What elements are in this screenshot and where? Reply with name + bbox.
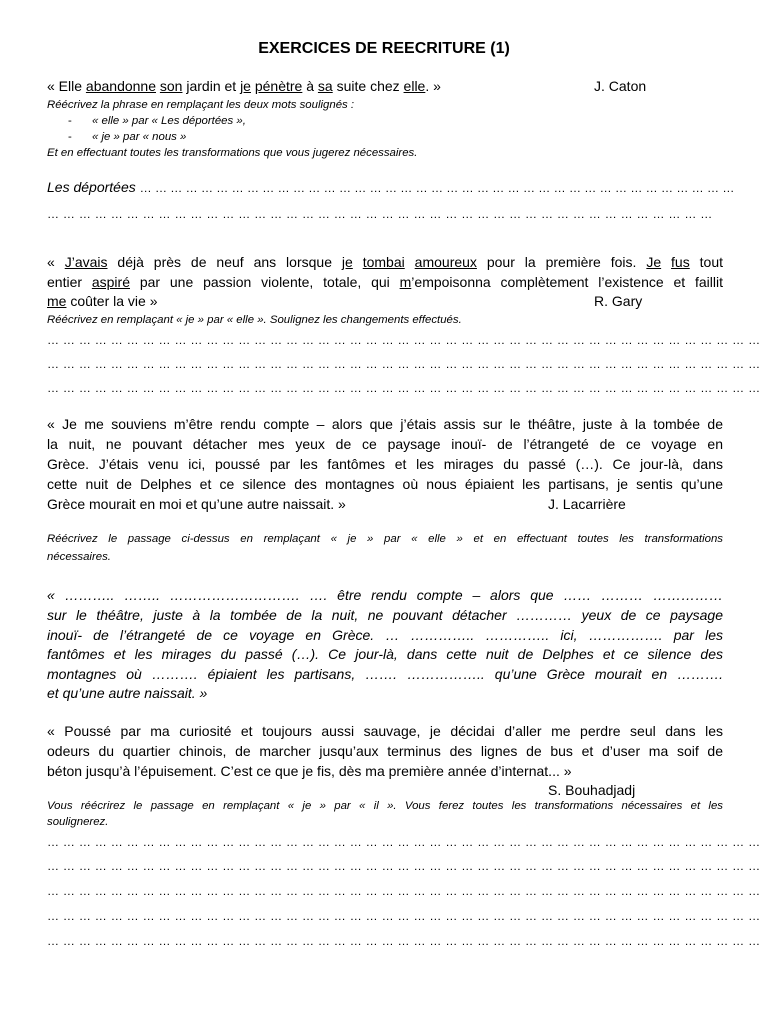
underlined-word: je [240, 78, 251, 94]
underlined-word: fus [671, 254, 690, 270]
ex4-instruction-line-2: soulignerez. [47, 816, 109, 828]
ex4-quote-line-1: « Poussé par ma curiosité et toujours aussi sauvage, je décidai d’aller me perdre seul dans les [47, 723, 723, 739]
underlined-word: amoureux [414, 254, 477, 270]
ex3-quote-line-3: Grèce. J’étais venu ici, poussé par les fantômes et les mirages du passé (…). Ce jour-là, dans [47, 456, 723, 472]
underlined-word: elle [403, 78, 426, 94]
ex4-answer-line-3: … … … … … … … … … … … … … … … … … … … … … … … … … … … … … … … … … … … … … … … … … … … … … [47, 884, 761, 898]
underlined-word: aspiré [91, 274, 130, 290]
ex1-instruction: Réécrivez la phrase en remplaçant les deux mots soulignés : [47, 99, 355, 111]
underlined-word: son [159, 78, 183, 94]
underlined-word: tombai [362, 254, 405, 270]
ex3-quote-line-5: Grèce mourait en moi et qu’une autre naissait. » [47, 496, 346, 512]
ex2-quote-line-3: me coûter la vie » [47, 293, 158, 309]
ex2-quote-line-2: entier aspiré par une passion violente, totale, qui m’empoisonna complètement l’existence et faillit [47, 274, 723, 290]
ex3-answer-line-5: montagnes où ………. épiaient les partisans, ……. …………….. qu’une Grèce mourait en ………. [47, 666, 723, 682]
ex4-answer-line-2: … … … … … … … … … … … … … … … … … … … … … … … … … … … … … … … … … … … … … … … … … … … … … [47, 859, 761, 873]
ex1-bullet-2: - « je » par « nous » [68, 131, 187, 143]
ex4-author: S. Bouhadjadj [548, 782, 636, 798]
underlined-word: J’avais [64, 254, 108, 270]
underlined-word: m [399, 274, 412, 290]
ex3-quote-line-1: « Je me souviens m’être rendu compte – alors que j’étais assis sur le théâtre, juste à la tombée de [47, 416, 723, 432]
ex2-author: R. Gary [594, 293, 643, 309]
underlined-word: Je [646, 254, 662, 270]
ex3-quote-line-4: cette nuit de Delphes et ce silence des montagnes où nous épiaient les partisans, je sentis qu’une [47, 476, 723, 492]
underlined-word: me [47, 293, 67, 309]
underlined-word: sa [317, 78, 333, 94]
ex2-answer-line-2: … … … … … … … … … … … … … … … … … … … … … … … … … … … … … … … … … … … … … … … … … … … … … [47, 357, 761, 371]
ex3-answer-line-1: « ……….. …….. ………………………. …. être rendu compte – alors que …… ……… …………… [47, 587, 723, 603]
ex1-answer-line-2: … … … … … … … … … … … … … … … … … … … … … … … … … … … … … … … … … … … … … … … … … … [47, 207, 713, 221]
ex3-answer-line-2: sur le théâtre, juste à la tombée de la nuit, ne pouvant détacher ………… yeux de ce paysage [47, 607, 723, 623]
answer-dots: … … … … … … … … … … … … … … … … … … … … … … … … … … … … … … … … … … … … … … … [139, 181, 735, 195]
ex2-answer-line-1: … … … … … … … … … … … … … … … … … … … … … … … … … … … … … … … … … … … … … … … … … … … … … [47, 333, 761, 347]
ex2-answer-line-3: … … … … … … … … … … … … … … … … … … … … … … … … … … … … … … … … … … … … … … … … … … … … … [47, 381, 761, 395]
page-title: EXERCICES DE REECRITURE (1) [258, 40, 510, 57]
ex2-instruction: Réécrivez en remplaçant « je » par « elle ». Soulignez les changements effectués. [47, 314, 462, 326]
ex3-author: J. Lacarrière [548, 496, 626, 512]
ex3-answer-line-3: inouï- de l’étrangeté de ce voyage en Grèce. … ………….. ………….. ici, ……………. par les [47, 627, 723, 643]
ex4-quote-line-2: odeurs du quartier chinois, de marcher jusqu’aux terminus des lignes de bus et d’user ma soif de [47, 743, 723, 759]
ex1-author: J. Caton [594, 78, 647, 94]
underlined-word: abandonne [85, 78, 156, 94]
ex2-quote-line-1: « J’avais déjà près de neuf ans lorsque je tombai amoureux pour la première fois. Je fus tout [47, 254, 723, 270]
ex1-answer-line-1: Les déportées … … … … … … … … … … … … … … … … … … … … … … … … … … … … … … … … … … … … … … … [47, 179, 735, 195]
ex4-answer-line-1: … … … … … … … … … … … … … … … … … … … … … … … … … … … … … … … … … … … … … … … … … … … … … [47, 835, 761, 849]
ex1-instruction-2: Et en effectuant toutes les transformations que vous jugerez nécessaires. [47, 147, 418, 159]
ex1-quote: « Elle abandonne son jardin et je pénètre à sa suite chez elle. » [47, 78, 441, 94]
ex3-answer-line-4: fantômes et les mirages du passé (…). Ce jour-là, dans cette nuit de Delphes et ce silence des [47, 646, 723, 662]
ex3-instruction-line-2: nécessaires. [47, 551, 111, 563]
ex4-answer-line-4: … … … … … … … … … … … … … … … … … … … … … … … … … … … … … … … … … … … … … … … … … … … … … [47, 909, 761, 923]
ex4-instruction-line-1: Vous réécrirez le passage en remplaçant « je » par « il ». Vous ferez toutes les transformations nécessaires et les [47, 800, 723, 812]
underlined-word: je [341, 254, 353, 270]
ex4-answer-line-5: … … … … … … … … … … … … … … … … … … … … … … … … … … … … … … … … … … … … … … … … … … … … … [47, 934, 761, 948]
ex1-bullet-1: - « elle » par « Les déportées », [68, 115, 246, 127]
underlined-word: pénètre [254, 78, 303, 94]
ex3-answer-line-6: et qu’une autre naissait. » [47, 685, 208, 701]
ex4-quote-line-3: béton jusqu’à l’épuisement. C’est ce que je fis, dès ma première année d’internat... » [47, 763, 572, 779]
ex3-quote-line-2: la nuit, ne pouvant détacher mes yeux de ce paysage inouï- de l’étrangeté de ce voyage en [47, 436, 723, 452]
ex3-instruction-line-1: Réécrivez le passage ci-dessus en remplaçant « je » par « elle » et en effectuant toutes les transformations [47, 533, 723, 545]
